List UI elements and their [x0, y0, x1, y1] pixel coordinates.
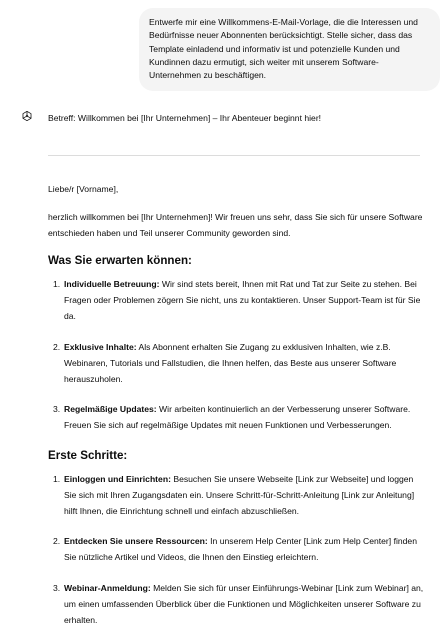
- list-item-title: Einloggen und Einrichten:: [64, 473, 171, 484]
- list-item-title: Exklusive Inhalte:: [64, 341, 137, 352]
- list-item-text: Wir sind stets bereit, Ihnen mit Rat und Tat zur Seite zu stehen. Bei Fragen oder Problemen zögern Sie nicht, uns zu kontaktieren. Unser Support-Team ist für Sie da.: [64, 279, 421, 322]
- email-intro: herzlich willkommen bei [Ihr Unternehmen]! Wir freuen uns sehr, dass Sie sich für unsere Software entschieden haben und Teil unserer Community geworden sind.: [48, 212, 423, 238]
- list-item: [48, 533, 428, 565]
- list-item-text: Als Abonnent erhalten Sie Zugang zu exklusiven Inhalten, wie z.B. Webinaren, Tutorials und Fallstudien, die Ihnen helfen, das Beste aus unserer Software herauszuholen.: [64, 341, 397, 385]
- list-number: 3.: [53, 404, 61, 415]
- section-heading-expectations: Was Sie erwarten können:: [48, 254, 192, 267]
- list-item: [48, 580, 428, 629]
- list-number: 3.: [53, 582, 61, 593]
- list-item-text: In unserem Help Center [Link zum Help Center] finden Sie nützliche Artikel und Videos, die Ihnen den Einstieg erleichtern.: [64, 536, 417, 563]
- divider: [48, 155, 420, 156]
- list-item: [48, 339, 428, 388]
- email-greeting: Liebe/r [Vorname],: [48, 184, 119, 194]
- list-item-title: Regelmäßige Updates:: [64, 404, 157, 415]
- list-item: [48, 276, 428, 325]
- list-item-title: Individuelle Betreuung:: [64, 279, 160, 289]
- list-number: 2.: [53, 341, 61, 352]
- list-item-text: Melden Sie sich für unser Einführungs-Webinar [Link zum Webinar] an, um einen umfassenden Überblick über die Funktionen und Möglichkeiten unserer Software zu erhalten.: [64, 582, 424, 626]
- first-steps-list: [48, 471, 428, 629]
- list-item-title: Entdecken Sie unsere Ressourcen:: [64, 536, 208, 547]
- list-number: 2.: [53, 536, 61, 547]
- list-number: 1.: [53, 473, 61, 484]
- list-item: [48, 401, 428, 433]
- list-item-title: Webinar-Anmeldung:: [64, 582, 151, 593]
- assistant-content: [48, 105, 428, 642]
- email-subject: Betreff: Willkommen bei [Ihr Unternehmen] – Ihr Abenteuer beginnt hier!: [48, 113, 322, 123]
- list-item: [48, 471, 428, 520]
- user-message-bubble: Entwerfe mir eine Willkommens-E-Mail-Vorlage, die die Interessen und Bedürfnisse neuer Abonnenten berücksichtigt. Stelle sicher, dass das Template einladend und informativ ist und potenzielle Kunden und Kundinnen dazu ermutigt, sich weiter mit unserem Software-Unternehmen zu beschäftigen.: [139, 8, 440, 91]
- section-heading-first-steps: Erste Schritte:: [48, 448, 128, 462]
- list-number: 1.: [53, 279, 61, 289]
- list-item-text: Wir arbeiten kontinuierlich an der Verbesserung unserer Software. Freuen Sie sich auf regelmäßige Updates mit neuen Funktionen und Verbesserungen.: [64, 404, 411, 431]
- expectations-list: [48, 276, 428, 434]
- openai-logo-icon: [20, 109, 34, 123]
- list-item-text: Besuchen Sie unsere Webseite [Link zur Webseite] und loggen Sie sich mit Ihren Zugangsdaten ein. Unsere Schritt-für-Schritt-Anleitung [Link zur Anleitung] hilft Ihnen, die Einrichtung schnell und einfach abzuschließen.: [64, 473, 415, 517]
